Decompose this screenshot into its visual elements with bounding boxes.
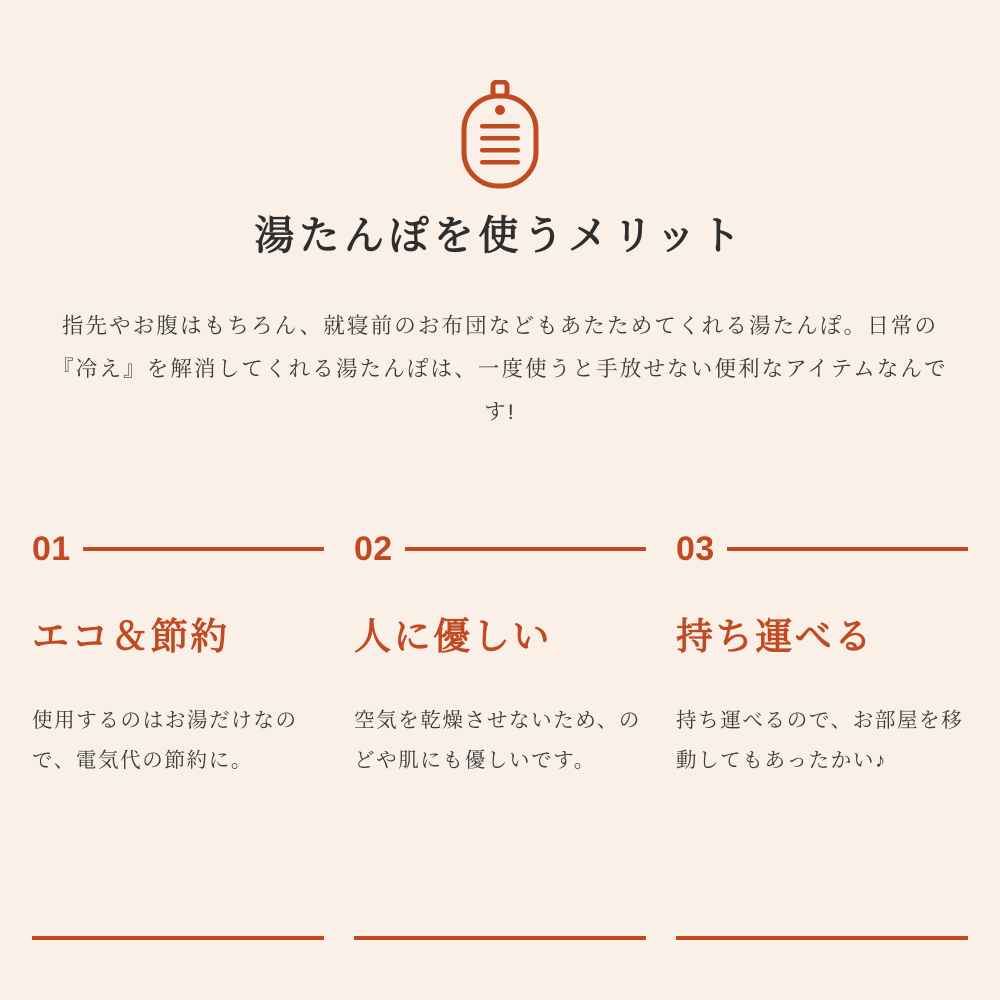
benefit-number: 03 — [676, 530, 715, 568]
benefit-number-rule — [727, 547, 969, 551]
bottom-rules — [32, 936, 968, 940]
bottom-rule-2 — [354, 936, 646, 940]
benefit-title: エコ＆節約 — [32, 616, 230, 657]
benefit-number-rule — [83, 547, 325, 551]
hot-water-bottle-icon-container — [0, 80, 1000, 190]
benefit-number: 01 — [32, 530, 71, 568]
benefit-body: 使用するのはお湯だけなので、電気代の節約に。 — [32, 709, 298, 773]
bottom-rule-1 — [32, 936, 324, 940]
benefit-body: 持ち運べるので、お部屋を移動してもあったかい♪ — [676, 709, 964, 773]
bottom-rule-3 — [676, 936, 968, 940]
benefit-number: 02 — [354, 530, 393, 568]
page-title: 湯たんぽを使うメリット — [254, 214, 746, 258]
benefit-column-1 — [32, 527, 324, 781]
hot-water-bottle-icon — [456, 80, 544, 190]
benefit-title: 人に優しい — [354, 616, 552, 657]
benefits-columns — [32, 527, 968, 781]
lead-paragraph: 指先やお腹はもちろん、就寝前のお布団などもあたためてくれる湯たんぽ。日常の『冷え』を解消してくれる湯たんぽは、一度使うと手放せない便利なアイテムなんです! — [52, 314, 948, 424]
benefit-column-3 — [676, 527, 968, 781]
benefit-body: 空気を乾燥させないため、のどや肌にも優しいです。 — [354, 709, 641, 773]
benefit-title: 持ち運べる — [676, 616, 874, 657]
benefit-number-row — [354, 527, 646, 571]
benefit-number-row — [676, 527, 968, 571]
benefit-column-2 — [354, 527, 646, 781]
benefit-number-row — [32, 527, 324, 571]
benefit-number-rule — [405, 547, 647, 551]
